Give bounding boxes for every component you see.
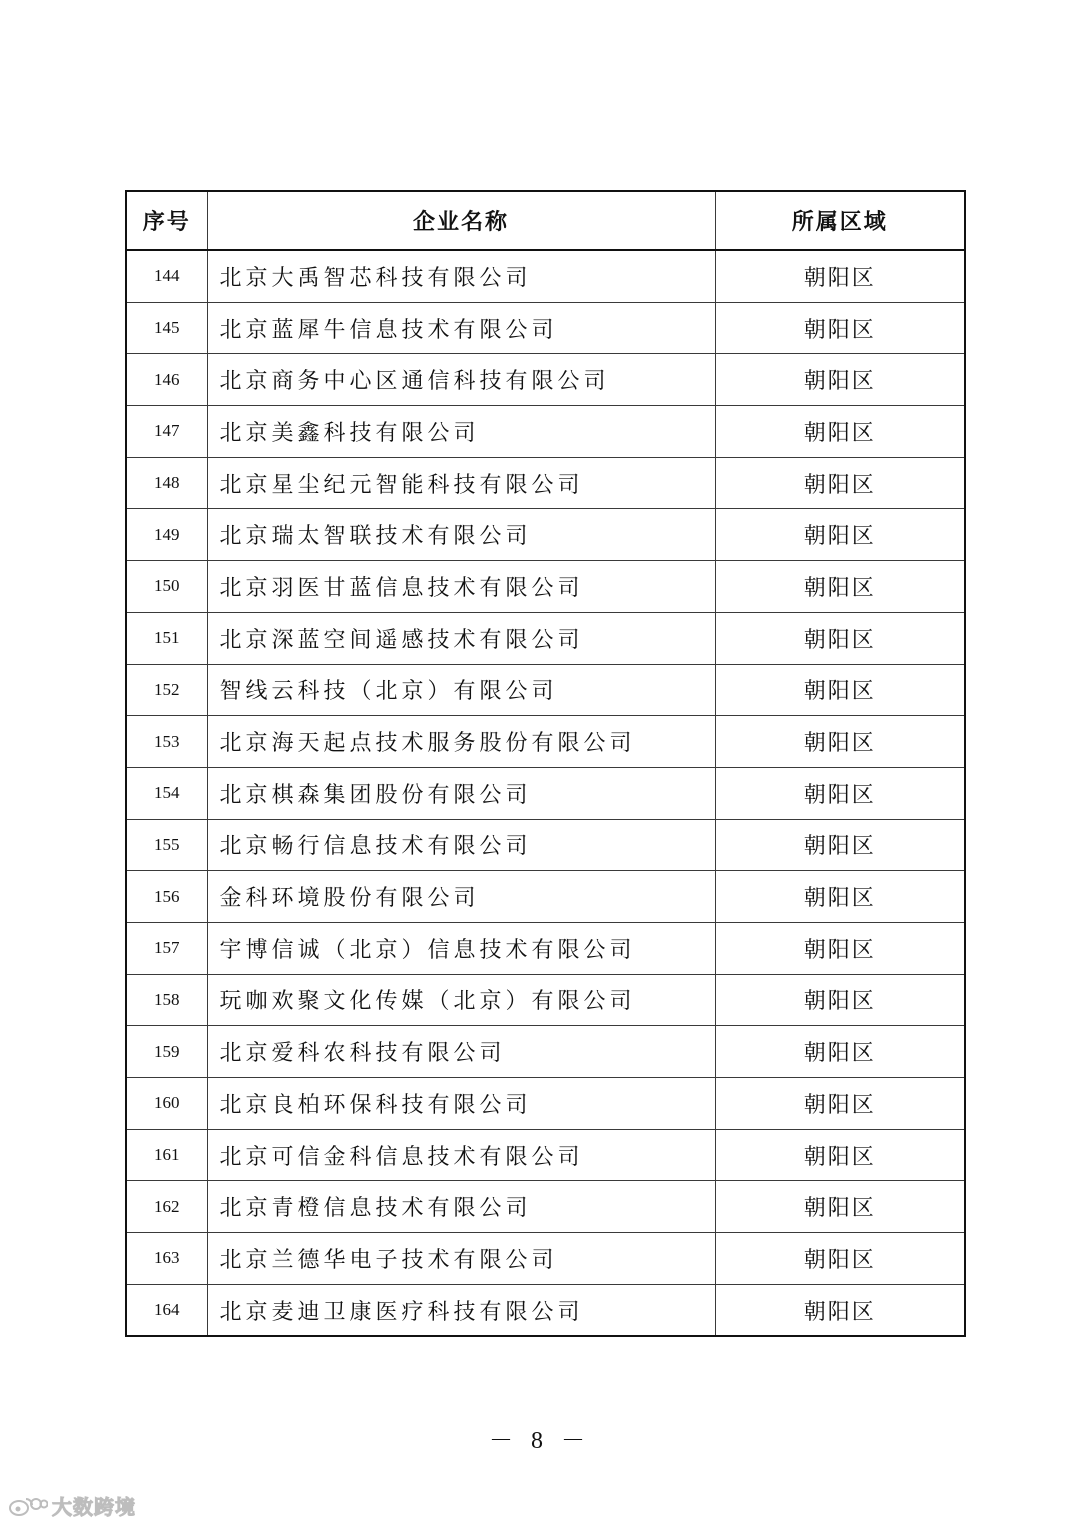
row-district: 朝阳区 [715, 354, 965, 406]
table-row [126, 1233, 965, 1285]
row-district: 朝阳区 [715, 406, 965, 458]
company-list-table [125, 190, 966, 1337]
row-company-name: 北京可信金科信息技术有限公司 [207, 1129, 715, 1181]
table-row [126, 612, 965, 664]
row-company-name: 北京海天起点技术服务股份有限公司 [207, 716, 715, 768]
row-company-name: 北京麦迪卫康医疗科技有限公司 [207, 1284, 715, 1336]
row-serial-number: 162 [126, 1181, 207, 1233]
table-row [126, 1026, 965, 1078]
row-district: 朝阳区 [715, 1078, 965, 1130]
row-district: 朝阳区 [715, 922, 965, 974]
row-district: 朝阳区 [715, 1026, 965, 1078]
row-serial-number: 164 [126, 1284, 207, 1336]
table-row [126, 767, 965, 819]
table-row [126, 457, 965, 509]
table-row [126, 1078, 965, 1130]
row-district: 朝阳区 [715, 1181, 965, 1233]
row-district: 朝阳区 [715, 561, 965, 613]
table-row [126, 819, 965, 871]
row-district: 朝阳区 [715, 716, 965, 768]
row-serial-number: 144 [126, 250, 207, 302]
row-company-name: 北京棋森集团股份有限公司 [207, 767, 715, 819]
row-company-name: 北京爱科农科技有限公司 [207, 1026, 715, 1078]
row-serial-number: 147 [126, 406, 207, 458]
table-row [126, 974, 965, 1026]
row-district: 朝阳区 [715, 457, 965, 509]
row-district: 朝阳区 [715, 767, 965, 819]
row-district: 朝阳区 [715, 871, 965, 923]
row-serial-number: 157 [126, 922, 207, 974]
row-serial-number: 153 [126, 716, 207, 768]
row-district: 朝阳区 [715, 509, 965, 561]
row-company-name: 北京青橙信息技术有限公司 [207, 1181, 715, 1233]
row-serial-number: 149 [126, 509, 207, 561]
row-company-name: 宇博信诚（北京）信息技术有限公司 [207, 922, 715, 974]
row-serial-number: 150 [126, 561, 207, 613]
table-row [126, 1284, 965, 1336]
table-row [126, 922, 965, 974]
watermark-text: 大数跨境 [52, 1495, 136, 1519]
row-company-name: 北京瑞太智联技术有限公司 [207, 509, 715, 561]
table-row [126, 1129, 965, 1181]
table-header [126, 191, 965, 250]
watermark [8, 1491, 136, 1520]
row-company-name: 金科环境股份有限公司 [207, 871, 715, 923]
row-serial-number: 151 [126, 612, 207, 664]
row-company-name: 北京蓝犀牛信息技术有限公司 [207, 302, 715, 354]
row-district: 朝阳区 [715, 302, 965, 354]
table-row [126, 1181, 965, 1233]
row-district: 朝阳区 [715, 1284, 965, 1336]
page-number: － 8 － [489, 1428, 591, 1454]
row-district: 朝阳区 [715, 664, 965, 716]
table-row [126, 302, 965, 354]
row-serial-number: 158 [126, 974, 207, 1026]
row-serial-number: 163 [126, 1233, 207, 1285]
row-district: 朝阳区 [715, 1233, 965, 1285]
row-company-name: 北京商务中心区通信科技有限公司 [207, 354, 715, 406]
row-serial-number: 159 [126, 1026, 207, 1078]
row-company-name: 北京良柏环保科技有限公司 [207, 1078, 715, 1130]
table-row [126, 716, 965, 768]
table-row [126, 354, 965, 406]
row-district: 朝阳区 [715, 974, 965, 1026]
table-body [126, 250, 965, 1336]
row-company-name: 北京兰德华电子技术有限公司 [207, 1233, 715, 1285]
row-serial-number: 156 [126, 871, 207, 923]
row-company-name: 北京深蓝空间遥感技术有限公司 [207, 612, 715, 664]
row-company-name: 北京大禹智芯科技有限公司 [207, 250, 715, 302]
table-row [126, 406, 965, 458]
row-serial-number: 154 [126, 767, 207, 819]
row-district: 朝阳区 [715, 612, 965, 664]
header-company-name: 企业名称 [207, 191, 715, 250]
table-row [126, 664, 965, 716]
row-company-name: 北京畅行信息技术有限公司 [207, 819, 715, 871]
row-serial-number: 155 [126, 819, 207, 871]
row-company-name: 北京星尘纪元智能科技有限公司 [207, 457, 715, 509]
row-serial-number: 152 [126, 664, 207, 716]
row-serial-number: 148 [126, 457, 207, 509]
row-company-name: 北京美鑫科技有限公司 [207, 406, 715, 458]
row-company-name: 北京羽医甘蓝信息技术有限公司 [207, 561, 715, 613]
row-serial-number: 161 [126, 1129, 207, 1181]
row-serial-number: 160 [126, 1078, 207, 1130]
row-company-name: 智线云科技（北京）有限公司 [207, 664, 715, 716]
header-serial-number: 序号 [126, 191, 207, 250]
table-row [126, 509, 965, 561]
row-district: 朝阳区 [715, 819, 965, 871]
row-district: 朝阳区 [715, 250, 965, 302]
weibo-logo-icon [8, 1495, 48, 1517]
header-district: 所属区域 [715, 191, 965, 250]
table-row [126, 871, 965, 923]
row-serial-number: 145 [126, 302, 207, 354]
row-serial-number: 146 [126, 354, 207, 406]
row-company-name: 玩咖欢聚文化传媒（北京）有限公司 [207, 974, 715, 1026]
table-row [126, 561, 965, 613]
header-row [126, 191, 965, 250]
row-district: 朝阳区 [715, 1129, 965, 1181]
table-row [126, 250, 965, 302]
